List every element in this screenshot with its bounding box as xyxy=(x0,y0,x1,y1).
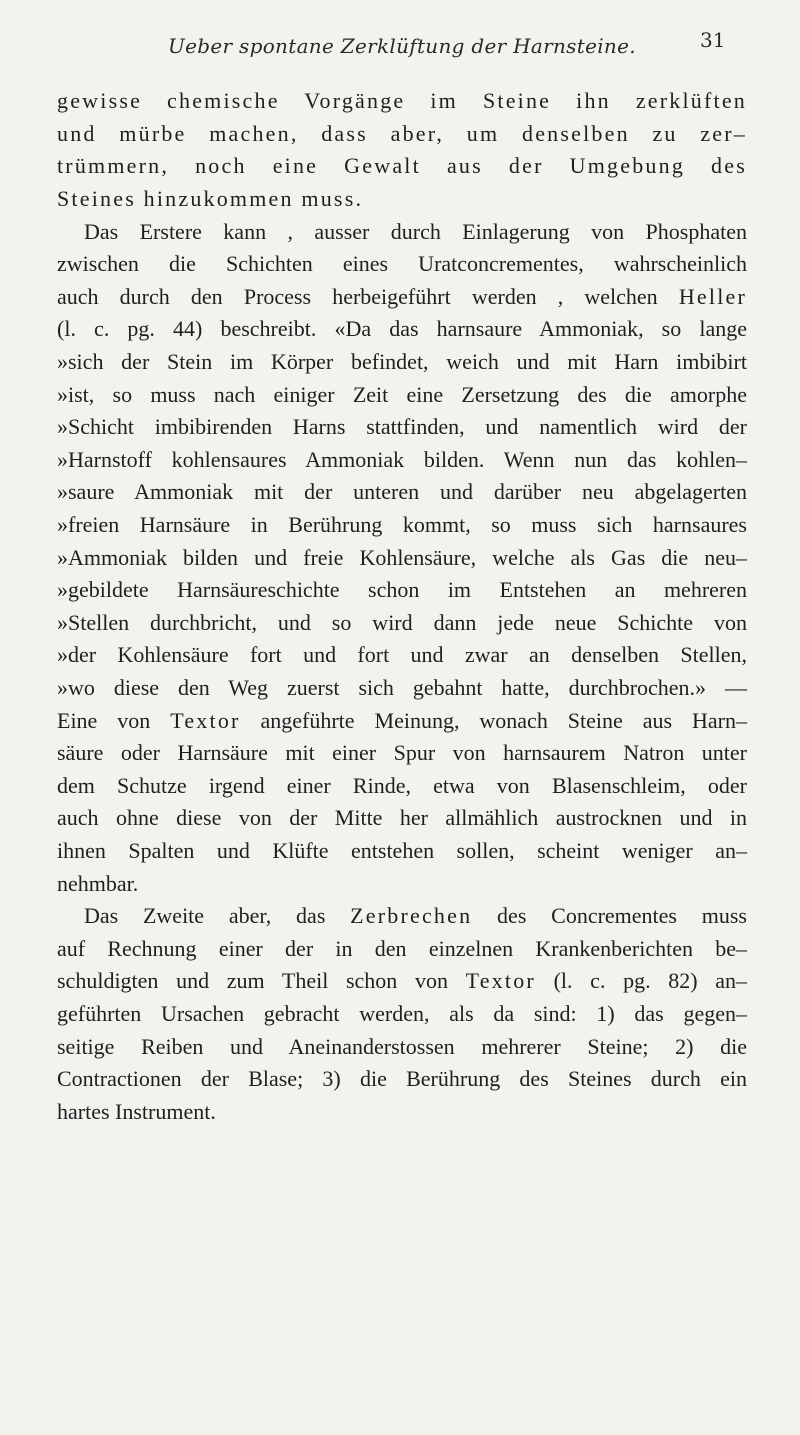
text-line: »Ammoniak bilden und freie Kohlensäure, welche als Gas die neu– xyxy=(57,545,747,570)
text-line: »Stellen durchbricht, und so wird dann jede neue Schichte von xyxy=(57,610,747,635)
text-segment: angeführte Meinung, wonach Steine aus Harn– xyxy=(240,708,747,733)
text-line xyxy=(84,901,747,931)
text-line: dem Schutze irgend einer Rinde, etwa von Blasenschleim, oder xyxy=(57,773,747,798)
emphasis-textor: Textor xyxy=(465,968,536,993)
text-line: Das Erstere kann , ausser durch Einlagerung von Phosphaten xyxy=(84,219,747,244)
emphasis-heller: Heller xyxy=(678,284,747,309)
text-segment: des Concrementes muss xyxy=(472,903,747,928)
text-line: ihnen Spalten und Klüfte entstehen sollen, scheint weniger an– xyxy=(57,838,747,863)
text-line: Contractionen der Blase; 3) die Berührung des Steines durch ein xyxy=(57,1066,747,1091)
running-header: Ueber spontane Zerklüftung der Harnsteine. xyxy=(168,34,636,58)
text-line: Steines hinzukommen muss. xyxy=(57,186,364,211)
text-line xyxy=(57,706,747,736)
emphasis-textor: Textor xyxy=(170,708,241,733)
text-line: »Harnstoff kohlensaures Ammoniak bilden. Wenn nun das kohlen– xyxy=(57,447,747,472)
text-line: »ist, so muss nach einiger Zeit eine Zersetzung des die amorphe xyxy=(57,382,747,407)
emphasis-zerbrechen: Zerbrechen xyxy=(350,903,473,928)
text-segment: schuldigten und zum Theil schon von xyxy=(57,968,466,993)
text-line: nehmbar. xyxy=(57,871,139,896)
text-line: »saure Ammoniak mit der unteren und darüber neu abgelagerten xyxy=(57,479,747,504)
text-segment: Das Zweite aber, das xyxy=(84,903,351,928)
page-number: 31 xyxy=(700,28,726,52)
text-line: »der Kohlensäure fort und fort und zwar an denselben Stellen, xyxy=(57,642,747,667)
text-segment: auch durch den Process herbeigeführt werden , welchen xyxy=(57,284,679,309)
text-line: »sich der Stein im Körper befindet, weich und mit Harn imbibirt xyxy=(57,349,747,374)
text-line xyxy=(57,966,747,996)
text-line: auch ohne diese von der Mitte her allmählich austrocknen und in xyxy=(57,805,747,830)
text-segment: Eine von xyxy=(57,708,171,733)
text-segment: (l. c. pg. 82) an– xyxy=(535,968,747,993)
text-line: (l. c. pg. 44) beschreibt. «Da das harnsaure Ammoniak, so lange xyxy=(57,316,747,341)
text-line: zwischen die Schichten eines Uratconcrementes, wahrscheinlich xyxy=(57,251,747,276)
text-line: hartes Instrument. xyxy=(57,1099,216,1124)
text-line: geführten Ursachen gebracht werden, als da sind: 1) das gegen– xyxy=(57,1001,747,1026)
text-line: »freien Harnsäure in Berührung kommt, so muss sich harnsaures xyxy=(57,512,747,537)
text-line: »gebildete Harnsäureschichte schon im Entstehen an mehreren xyxy=(57,577,747,602)
text-line: gewisse chemische Vorgänge im Steine ihn zerklüften xyxy=(57,88,747,113)
text-line: trümmern, noch eine Gewalt aus der Umgebung des xyxy=(57,153,747,178)
text-line: seitige Reiben und Aneinanderstossen mehrerer Steine; 2) die xyxy=(57,1034,747,1059)
text-line: säure oder Harnsäure mit einer Spur von harnsaurem Natron unter xyxy=(57,740,747,765)
text-line: auf Rechnung einer der in den einzelnen Krankenberichten be– xyxy=(57,936,747,961)
text-line xyxy=(57,282,747,312)
text-line: und mürbe machen, dass aber, um denselben zu zer– xyxy=(57,121,747,146)
text-line: »Schicht imbibirenden Harns stattfinden, und namentlich wird der xyxy=(57,414,747,439)
text-line: »wo diese den Weg zuerst sich gebahnt hatte, durchbrochen.» — xyxy=(57,675,747,700)
